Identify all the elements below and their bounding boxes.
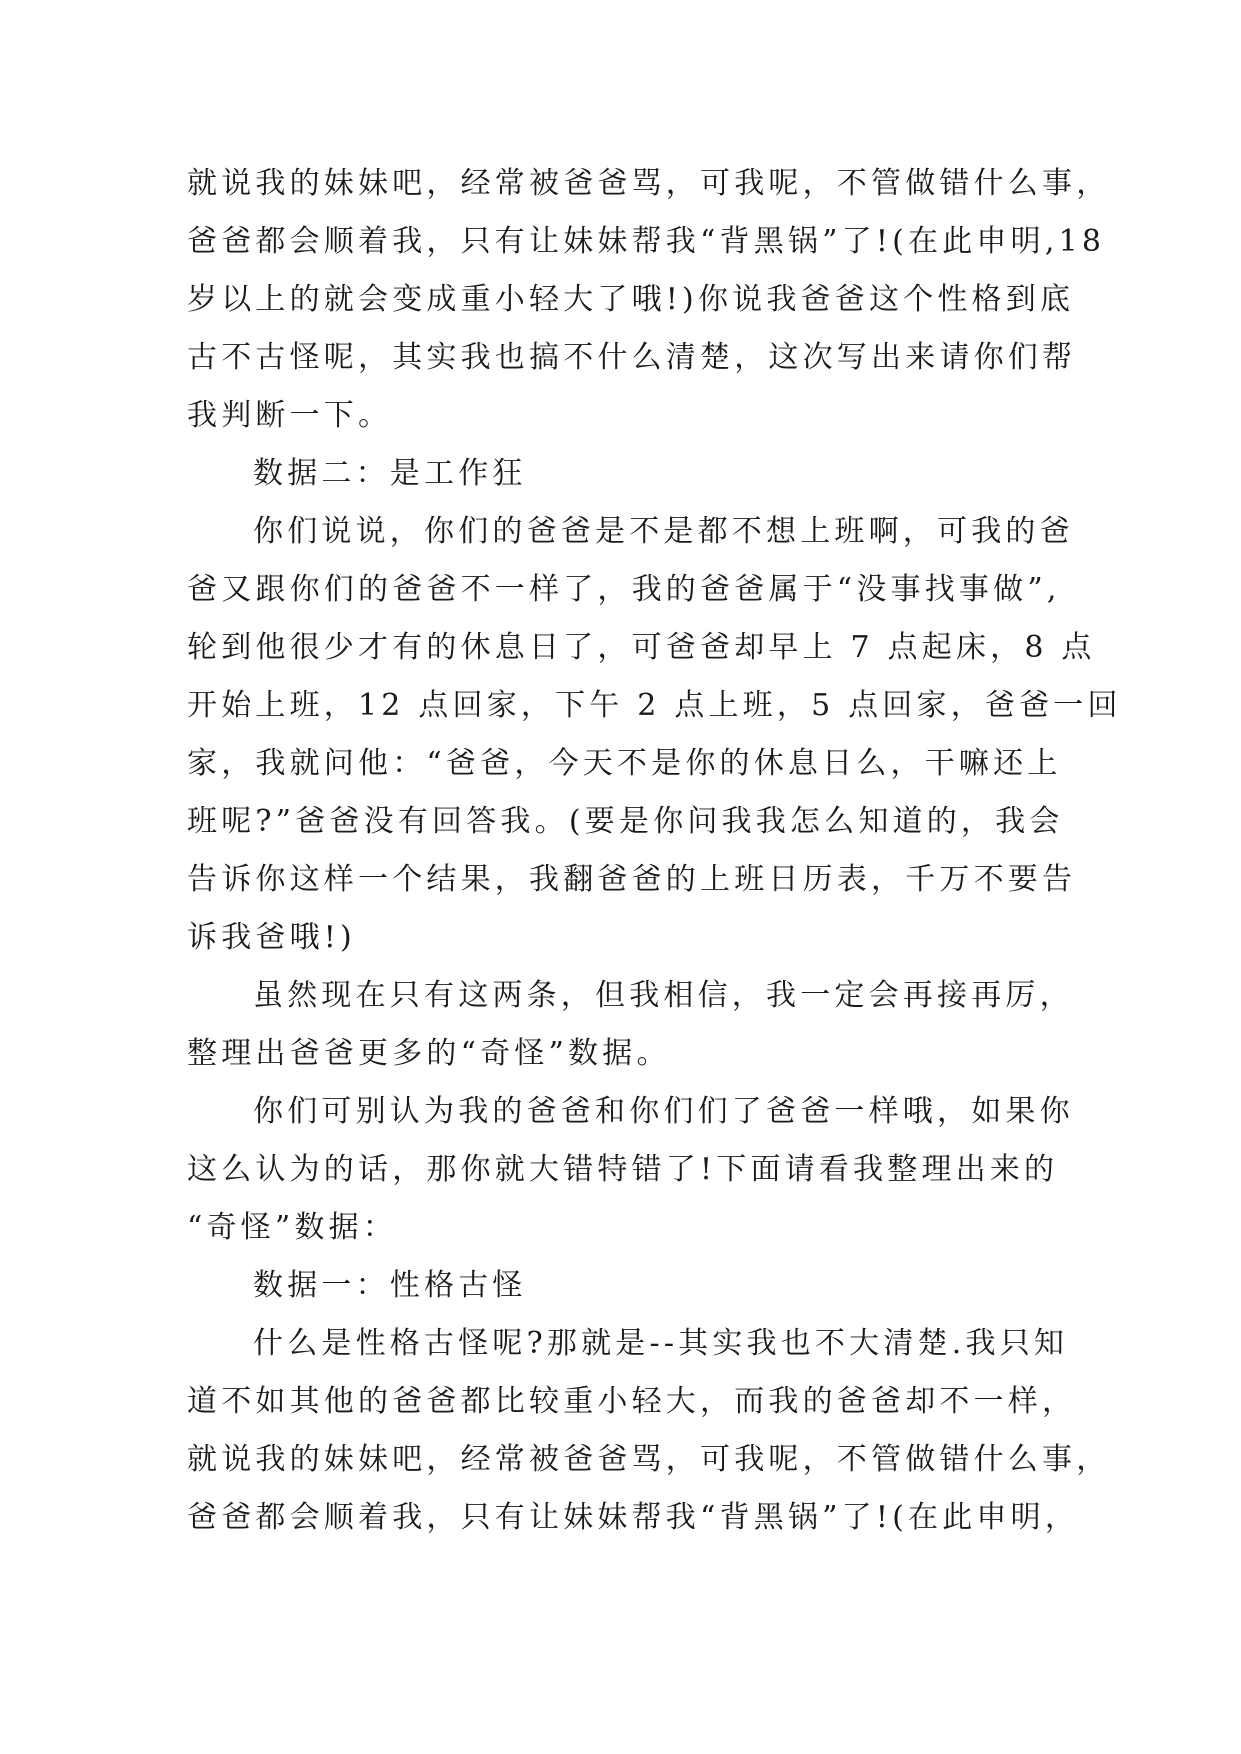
text-line: 爸爸都会顺着我，只有让妹妹帮我“背黑锅”了!(在此申明， bbox=[187, 1500, 1080, 1535]
text-line: 虽然现在只有这两条，但我相信，我一定会再接再厉， bbox=[253, 978, 1074, 1013]
text-line: 整理出爸爸更多的“奇怪”数据。 bbox=[187, 1036, 671, 1071]
text-line: 告诉你这样一个结果，我翻爸爸的上班日历表，千万不要告 bbox=[187, 862, 1077, 897]
text-line: 家，我就问他：“爸爸，今天不是你的休息日么，干嘛还上 bbox=[187, 746, 1062, 781]
text-line: 轮到他很少才有的休息日了，可爸爸却早上 7 点起床，8 点 bbox=[187, 630, 1096, 665]
text-line: 这么认为的话，那你就大错特错了!下面请看我整理出来的 bbox=[187, 1152, 1059, 1187]
section-heading: 数据二：是工作狂 bbox=[253, 456, 527, 491]
text-line: 岁以上的就会变成重小轻大了哦!)你说我爸爸这个性格到底 bbox=[187, 282, 1075, 317]
text-line: 道不如其他的爸爸都比较重小轻大，而我的爸爸却不一样， bbox=[187, 1384, 1077, 1419]
text-line: 什么是性格古怪呢?那就是--其实我也不大清楚.我只知 bbox=[253, 1326, 1069, 1361]
text-line: 爸爸都会顺着我，只有让妹妹帮我“背黑锅”了!(在此申明,18 bbox=[187, 224, 1106, 259]
text-line: 就说我的妹妹吧，经常被爸爸骂，可我呢，不管做错什么事， bbox=[187, 1442, 1111, 1477]
text-line: 班呢?”爸爸没有回答我。(要是你问我我怎么知道的，我会 bbox=[187, 804, 1064, 839]
text-line: “奇怪”数据： bbox=[187, 1210, 398, 1245]
section-heading: 数据一：性格古怪 bbox=[253, 1268, 527, 1303]
text-line: 爸又跟你们的爸爸不一样了，我的爸爸属于“没事找事做”, bbox=[187, 572, 1061, 607]
text-line: 诉我爸哦!) bbox=[187, 920, 356, 955]
text-line: 古不古怪呢，其实我也搞不什么清楚，这次写出来请你们帮 bbox=[187, 340, 1077, 375]
text-line: 你们可别认为我的爸爸和你们们了爸爸一样哦，如果你 bbox=[253, 1094, 1074, 1129]
text-line: 我判断一下。 bbox=[187, 398, 393, 433]
text-line: 你们说说，你们的爸爸是不是都不想上班啊，可我的爸 bbox=[253, 514, 1074, 549]
text-line: 开始上班，12 点回家，下午 2 点上班，5 点回家，爸爸一回 bbox=[187, 688, 1122, 723]
text-line: 就说我的妹妹吧，经常被爸爸骂，可我呢，不管做错什么事， bbox=[187, 166, 1111, 201]
body-text bbox=[187, 155, 1122, 1547]
